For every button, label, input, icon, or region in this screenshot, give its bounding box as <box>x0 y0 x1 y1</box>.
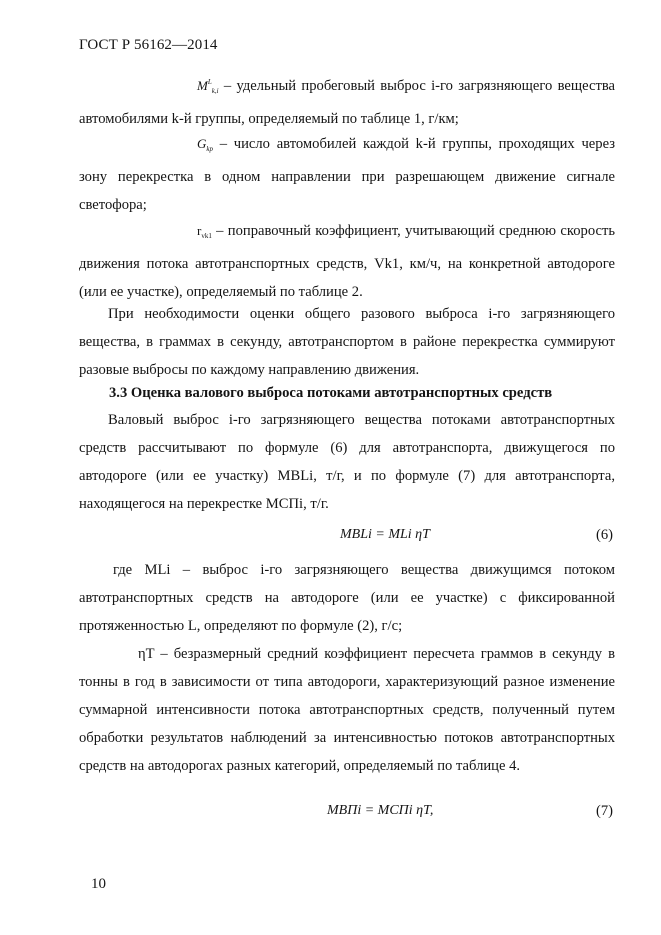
definition-moving-flow-emission: где MLi – выброс i-го загрязняющего вещества движущимся потоком автотранспортных средств на автодороге (или ее участке) с фиксированной протяженностью L, определяют по формуле (2), г/с; <box>79 562 615 634</box>
section-heading: 3.3 Оценка валового выброса потоками автотранспортных средств <box>109 385 553 401</box>
symbol-g-kp: $G_{kp}$ <box>197 136 213 153</box>
page-number: 10 <box>91 876 106 892</box>
definition-eta-t: ηT – безразмерный средний коэффициент пересчета граммов в секунду в тонны в год в зависимости от типа автодороги, характеризующий разное изменение суммарной интенсивности потока автотранспортных средств, полученный путем обработки результатов наблюдений за интенсивностью потоков автотранспортных средств на автодорогах разных категорий, определяемый по таблице 4. <box>79 646 615 774</box>
definition-correction-coefficient <box>79 217 615 306</box>
formula-7: MBПi = MCПi ηT, <box>327 803 434 818</box>
symbol-m-l-ki: $M^L_{k,i}$ <box>197 78 219 95</box>
definition-text: – удельный пробеговый выброс i-го загрязняющего вещества автомобилями k-й группы, определяемый по таблице 1, г/км; <box>79 78 615 127</box>
definition-vehicle-count <box>79 130 615 219</box>
paragraph-total-emission: При необходимости оценки общего разового выброса i-го загрязняющего вещества, в граммах в секунду, автотранспортом в районе перекрестка суммируют разовые выбросы по каждому направлению движения. <box>79 306 615 378</box>
symbol-r-vk1: $r_{vk1}$ <box>197 223 212 240</box>
formula-number-7: (7) <box>595 803 613 819</box>
definition-specific-emission <box>79 68 615 133</box>
formula-6: MBLi = MLi ηT <box>340 527 430 542</box>
document-header: ГОСТ Р 56162—2014 <box>79 37 218 53</box>
paragraph-gross-emission: Валовый выброс i-го загрязняющего вещества потоками автотранспортных средств рассчитывают по формуле (6) для автотранспорта, движущегося по автодороге (или ее участку) MBLi, т/г, и по формуле (7) для автотранспорта, находящегося на перекрестке MCПi, т/г. <box>79 412 615 512</box>
definition-text: – число автомобилей каждой k-й группы, проходящих через зону перекрестка в одном направлении при разрешающем движение сигнале светофора; <box>79 136 615 213</box>
formula-number-6: (6) <box>595 527 613 543</box>
definition-text: – поправочный коэффициент, учитывающий среднюю скорость движения потока автотранспортных средств, Vk1, км/ч, на конкретной автодороге (или ее участке), определяемый по таблице 2. <box>79 223 615 300</box>
